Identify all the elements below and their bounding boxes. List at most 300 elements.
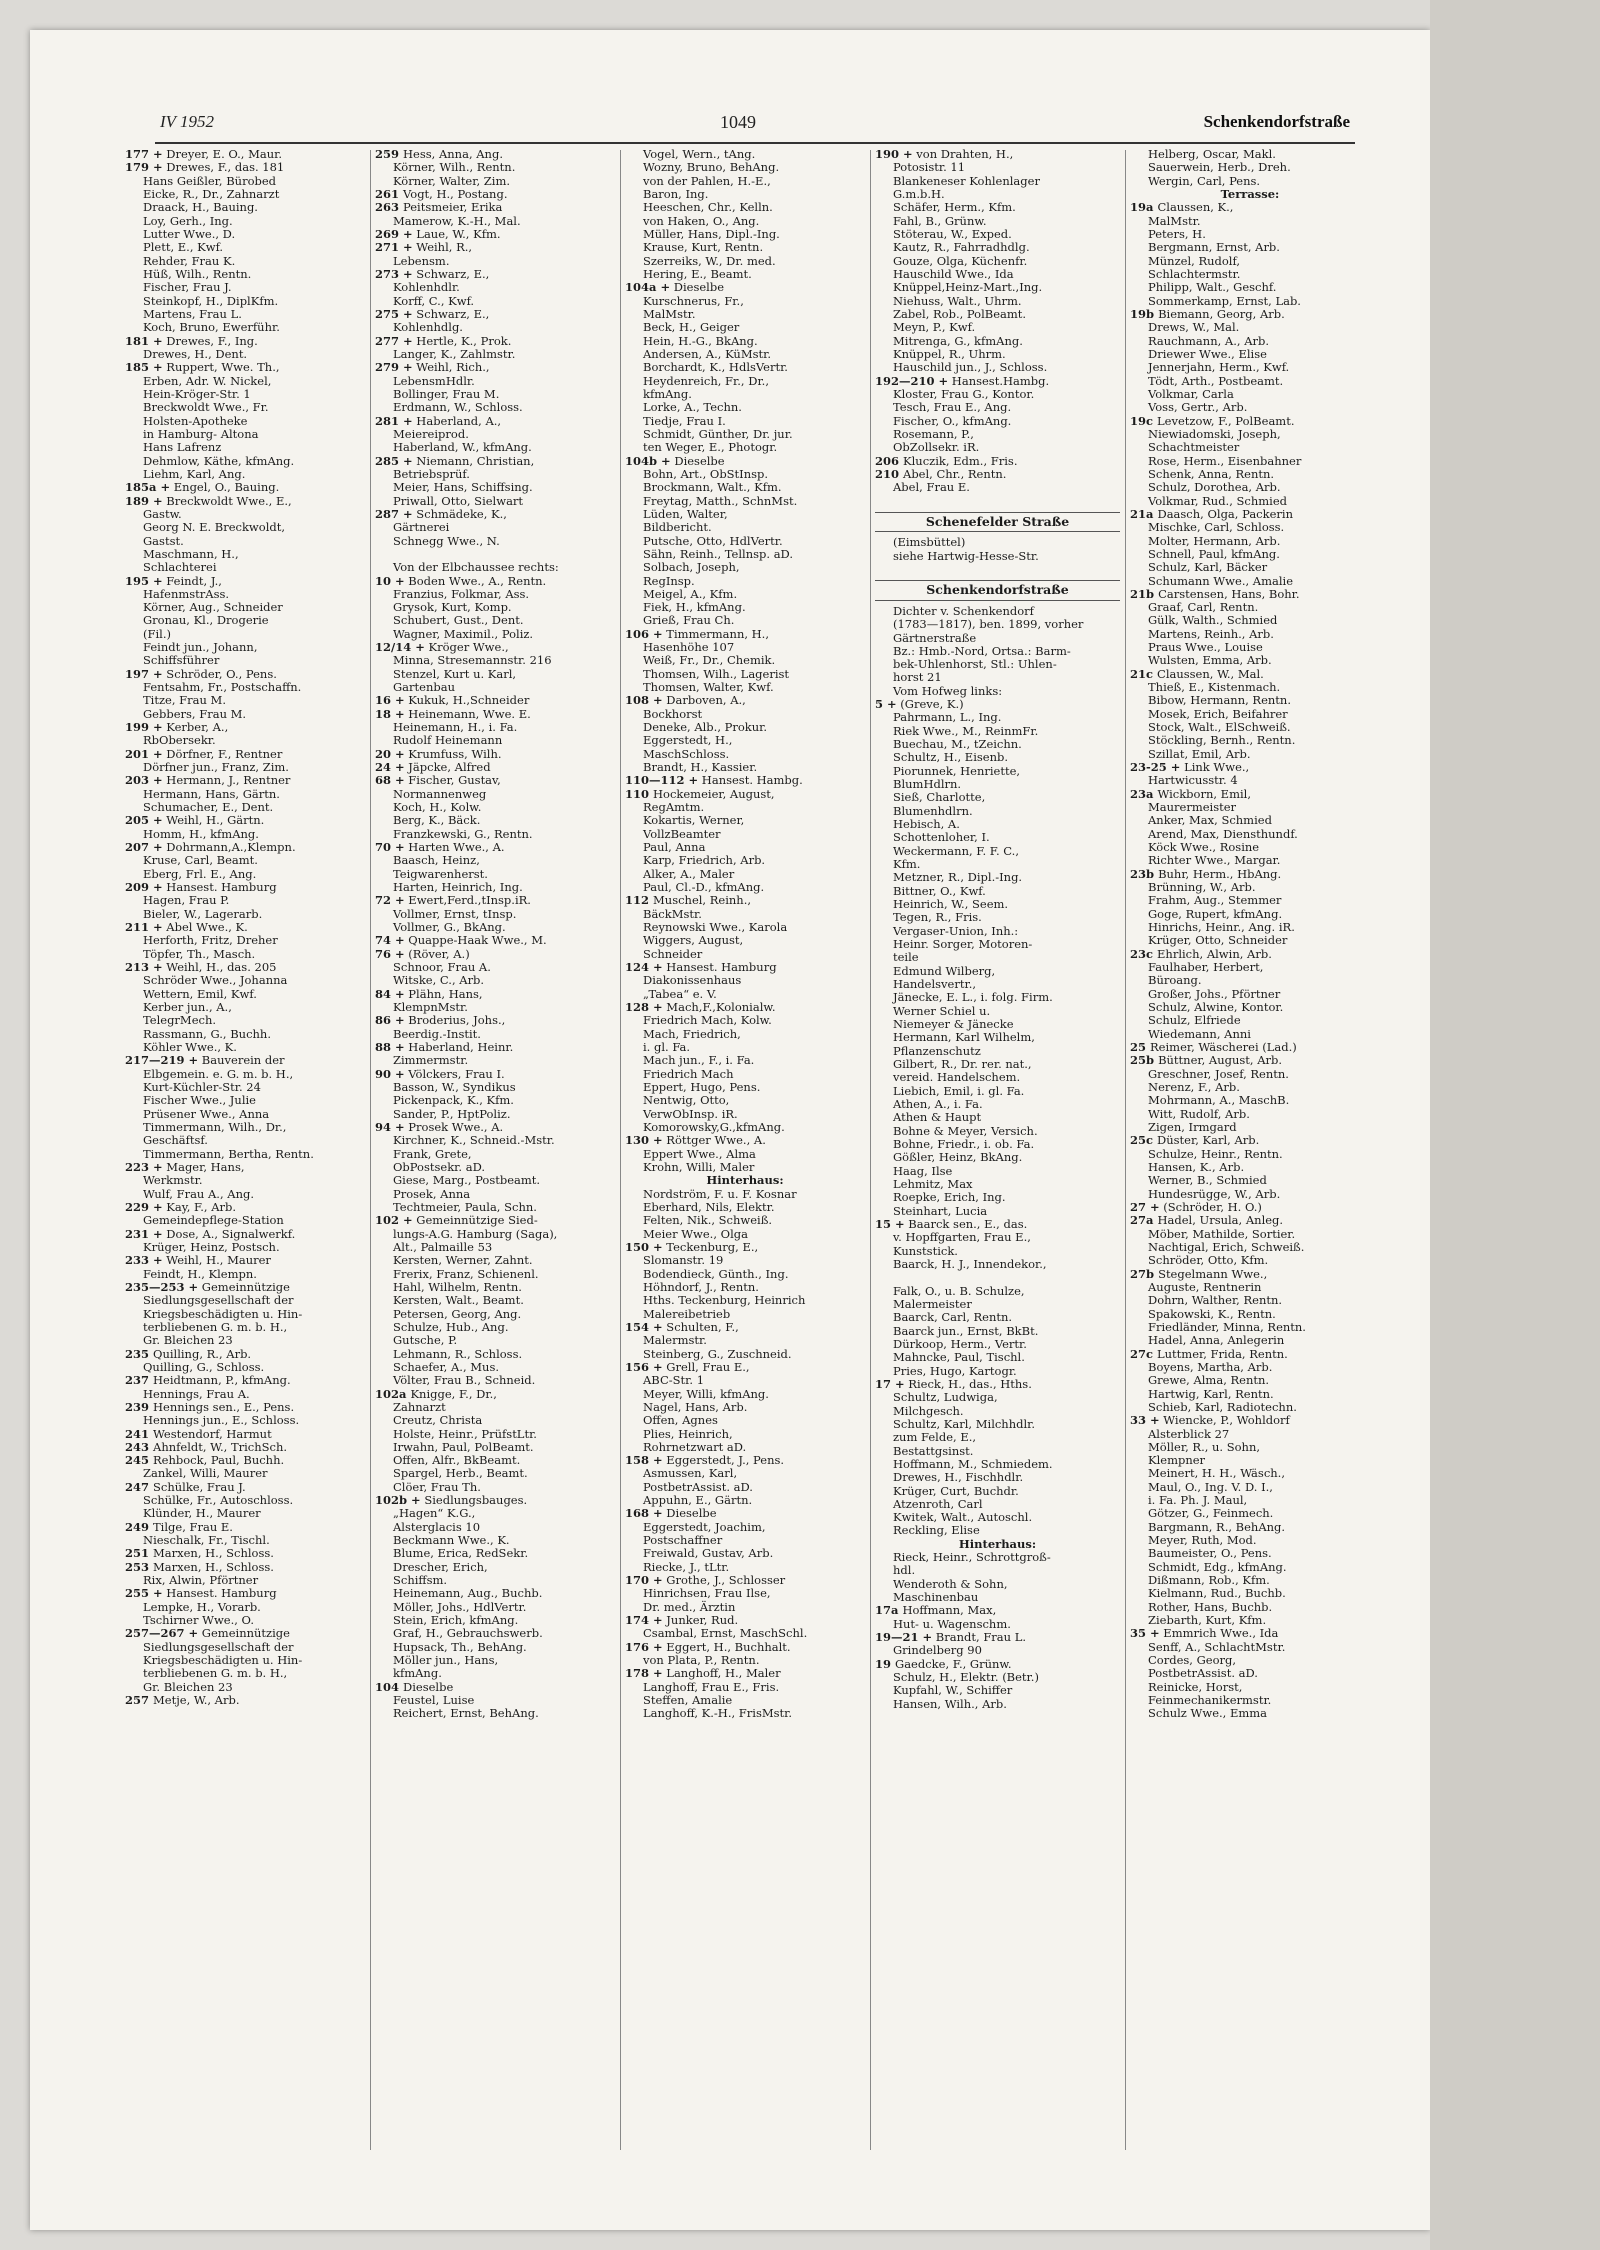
resident-entry: Kupfahl, W., Schiffer [893, 1683, 1013, 1698]
resident-entry: Steffen, Amalie [643, 1693, 733, 1708]
page-header [160, 112, 1350, 144]
resident-entry: siehe Hartwig-Hesse-Str. [893, 548, 1039, 563]
resident-entry: Mitrenga, G., kfmAng. [893, 333, 1023, 348]
resident-entry: Csambal, Ernst, MaschSchl. [643, 1626, 808, 1641]
resident-entry: Feindt jun., Johann, [143, 640, 258, 655]
resident-entry: Schenk, Anna, Rentn. [1148, 466, 1275, 481]
resident-entry: Molter, Hermann, Arb. [1148, 533, 1281, 548]
resident-entry: Lehmann, R., Schloss. [393, 1346, 523, 1361]
resident-entry: Schülke, Fr., Autoschloss. [143, 1493, 294, 1508]
house-entry: 257 Metje, W., Arb. [125, 1693, 240, 1708]
resident-entry: Zigen, Irmgard [1148, 1119, 1237, 1134]
resident-entry: Plies, Heinrich, [643, 1426, 733, 1441]
house-entry: 27 + (Schröder, H. O.) [1130, 1199, 1262, 1214]
resident-entry: hdl. [893, 1563, 916, 1578]
resident-entry: Priwall, Otto, Sielwart [393, 493, 524, 508]
resident-entry: Baron, Ing. [643, 186, 709, 201]
resident-entry: Körner, Walter, Zim. [393, 173, 511, 188]
house-entry: 279 + Weihl, Rich., [375, 360, 490, 375]
scan-margin [1430, 0, 1600, 2250]
resident-entry: Brandt, H., Kassier. [643, 760, 758, 775]
resident-entry: Rehder, Frau K. [143, 253, 236, 268]
resident-entry: Thomsen, Walter, Kwf. [643, 680, 774, 695]
resident-entry: Falk, O., u. B. Schulze, [893, 1283, 1025, 1298]
house-entry: 263 Peitsmeier, Erika [375, 200, 503, 215]
resident-entry: Mahncke, Paul, Tischl. [893, 1350, 1025, 1365]
resident-entry: Schlachtermstr. [1148, 266, 1241, 281]
resident-entry: Hebisch, A. [893, 817, 960, 832]
resident-entry: lungs-A.G. Hamburg (Saga), [393, 1226, 558, 1241]
resident-entry: Drescher, Erich, [393, 1559, 488, 1574]
resident-entry: Abel, Frau E. [893, 480, 970, 495]
resident-entry: bek-Uhlenhorst, Stl.: Uhlen- [893, 657, 1057, 672]
resident-entry: Nentwig, Otto, [643, 1093, 730, 1108]
resident-entry: Deneke, Alb., Prokur. [643, 720, 768, 735]
resident-entry: Sauerwein, Herb., Dreh. [1148, 160, 1291, 175]
resident-entry: Wulsten, Emma, Arb. [1148, 653, 1272, 668]
resident-entry: Kriegsbeschädigten u. Hin- [143, 1653, 303, 1668]
house-entry: 25b Büttner, August, Arb. [1130, 1053, 1283, 1068]
resident-entry: Schröder Wwe., Johanna [143, 973, 288, 988]
resident-entry: Rauchmann, A., Arb. [1148, 333, 1270, 348]
house-entry: 210 Abel, Chr., Rentn. [875, 466, 1007, 481]
resident-entry: Eggerstedt, Joachim, [643, 1519, 766, 1534]
resident-entry: Rohrnetzwart aD. [643, 1439, 747, 1454]
house-entry: 21a Daasch, Olga, Packerin [1130, 506, 1293, 521]
house-entry: 174 + Junker, Rud. [625, 1613, 739, 1628]
resident-entry: Wagner, Maximil., Poliz. [393, 626, 534, 641]
resident-entry: Graaf, Carl, Rentn. [1148, 600, 1259, 615]
house-entry: 72 + Ewert,Ferd.,tInsp.iR. [375, 893, 531, 908]
resident-entry: Schachtmeister [1148, 440, 1240, 455]
resident-entry: Andersen, A., KüMstr. [643, 346, 772, 361]
resident-entry: Baumeister, O., Pens. [1148, 1546, 1272, 1561]
house-entry: 15 + Baarck sen., E., das. [875, 1216, 1028, 1231]
resident-entry: Bz.: Hmb.-Nord, Ortsa.: Barm- [893, 643, 1071, 658]
resident-entry: BäckMstr. [643, 906, 702, 921]
resident-entry: Erben, Adr. W. Nickel, [143, 373, 272, 388]
resident-entry: Reckling, Elise [893, 1523, 980, 1538]
resident-entry: Stenzel, Kurt u. Karl, [393, 666, 517, 681]
resident-entry: Beerdig.-Instit. [393, 1026, 481, 1041]
resident-entry: Maul, O., Ing. V. D. I., [1148, 1479, 1273, 1494]
resident-entry: Zankel, Willi, Maurer [143, 1466, 268, 1481]
resident-entry: VerwObInsp. iR. [643, 1106, 738, 1121]
resident-entry: Gr. Bleichen 23 [143, 1333, 233, 1348]
resident-entry: Teigwarenherst. [393, 866, 488, 881]
resident-entry: Maurermeister [1148, 800, 1237, 815]
resident-entry: Hahl, Wilhelm, Rentn. [393, 1279, 522, 1294]
column-1 [125, 148, 365, 1707]
resident-entry: Tiedje, Frau I. [643, 413, 726, 428]
resident-entry: Hein, H.-G., BkAng. [643, 333, 758, 348]
house-entry: 90 + Völckers, Frau I. [375, 1066, 505, 1081]
house-entry: 213 + Weihl, H., das. 205 [125, 960, 277, 975]
resident-entry: Malermeister [893, 1296, 972, 1311]
resident-entry: Hasenhöhe 107 [643, 640, 735, 655]
house-entry: 179 + Drewes, F., das. 181 [125, 160, 285, 175]
resident-entry: PostbetrAssist. aD. [1148, 1666, 1258, 1681]
resident-entry: Herforth, Fritz, Dreher [143, 933, 278, 948]
section-label: Terrasse: [1220, 186, 1280, 201]
house-entry: 84 + Plähn, Hans, [375, 986, 483, 1001]
resident-entry: Haag, Ilse [893, 1163, 953, 1178]
resident-entry: Wozny, Bruno, BehAng. [643, 160, 780, 175]
resident-entry: Driewer Wwe., Elise [1148, 346, 1267, 361]
house-entry: 19a Claussen, K., [1130, 200, 1234, 215]
resident-entry: Schaefer, A., Mus. [393, 1359, 500, 1374]
resident-entry: Metzner, R., Dipl.-Ing. [893, 870, 1023, 885]
resident-entry: Feindt, H., Klempn. [143, 1266, 257, 1281]
resident-entry: Reinicke, Horst, [1148, 1679, 1243, 1694]
house-entry: 241 Westendorf, Harmut [125, 1426, 272, 1441]
resident-entry: Baasch, Heinz, [393, 853, 480, 868]
resident-entry: Sieß, Charlotte, [893, 790, 986, 805]
resident-entry: Mischke, Carl, Schloss. [1148, 520, 1285, 535]
resident-entry: Beck, H., Geiger [643, 320, 740, 335]
resident-entry: Nagel, Hans, Arb. [643, 1399, 748, 1414]
resident-entry: Kielmann, Rud., Buchb. [1148, 1586, 1286, 1601]
resident-entry: Langer, K., Zahlmstr. [393, 346, 516, 361]
house-entry: 108 + Darboven, A., [625, 693, 746, 708]
resident-entry: TelegrMech. [143, 1013, 217, 1028]
resident-entry: Asmussen, Karl, [643, 1466, 738, 1481]
resident-entry: Thieß, E., Kistenmach. [1148, 680, 1281, 695]
resident-entry: Prüsener Wwe., Anna [143, 1106, 270, 1121]
resident-entry: Hermann, Karl Wilhelm, [893, 1030, 1035, 1045]
resident-entry: Krüger, Heinz, Postsch. [143, 1239, 280, 1254]
resident-entry: Dehmlow, Käthe, kfmAng. [143, 453, 295, 468]
resident-entry: LebensmHdlr. [393, 373, 475, 388]
house-entry: 128 + Mach,F.,Kolonialw. [625, 1000, 776, 1014]
resident-entry: Büroang. [1148, 973, 1202, 988]
resident-entry: Betriebsprüf. [393, 466, 470, 481]
resident-entry: Holsten-Apotheke [143, 413, 248, 428]
resident-entry: Offen, Alfr., BkBeamt. [393, 1453, 521, 1468]
resident-entry: Philipp, Walt., Geschf. [1148, 280, 1277, 295]
resident-entry: Fischer, Frau J. [143, 280, 232, 295]
house-entry: 277 + Hertle, K., Prok. [375, 333, 512, 348]
resident-entry: Kautz, R., Fahrradhdlg. [893, 240, 1030, 255]
house-entry: 211 + Abel Wwe., K. [125, 920, 248, 935]
resident-entry: Eppert, Hugo, Pens. [643, 1079, 761, 1094]
resident-entry: Steinkopf, H., DiplKfm. [143, 293, 279, 308]
resident-entry: HafenmstrAss. [143, 586, 230, 601]
resident-entry: Alsterglacis 10 [393, 1519, 481, 1534]
resident-entry: Kohlenhdlr. [393, 280, 460, 295]
resident-entry: Alsterblick 27 [1148, 1426, 1230, 1441]
resident-entry: Tesch, Frau E., Ang. [893, 400, 1012, 415]
house-entry: 25c Düster, Karl, Arb. [1130, 1133, 1260, 1148]
resident-entry: Reynowski Wwe., Karola [643, 920, 788, 935]
resident-entry: Krüger, Curt, Buchdr. [893, 1483, 1019, 1498]
resident-entry: Buechau, M., tZeichn. [893, 737, 1022, 752]
resident-entry: v. Hopffgarten, Frau E., [893, 1230, 1031, 1245]
resident-entry: Tegen, R., Fris. [893, 910, 982, 925]
resident-entry: Fischer, O., kfmAng. [893, 413, 1012, 428]
resident-entry: Frahm, Aug., Stemmer [1148, 893, 1282, 908]
resident-entry: Rix, Alwin, Pförtner [143, 1573, 259, 1588]
resident-entry: Rother, Hans, Buchb. [1148, 1599, 1273, 1614]
resident-entry: Baarck, Carl, Rentn. [893, 1310, 1013, 1325]
house-entry: 170 + Grothe, J., Schlosser [625, 1573, 786, 1588]
resident-entry: Gärtnerstraße [893, 630, 977, 645]
resident-entry: Heinr. Sorger, Motoren- [893, 937, 1033, 952]
resident-entry: Voss, Gertr., Arb. [1148, 400, 1248, 415]
resident-entry: Weiß, Fr., Dr., Chemik. [643, 653, 776, 668]
resident-entry: Zahnarzt [393, 1399, 446, 1414]
resident-entry: Heydenreich, Fr., Dr., [643, 373, 769, 388]
resident-entry: Schulz Wwe., Emma [1148, 1706, 1268, 1721]
resident-entry: Hths. Teckenburg, Heinrich [643, 1293, 806, 1308]
resident-entry: Schmidt, Edg., kfmAng. [1148, 1559, 1287, 1574]
resident-entry: Milchgesch. [893, 1403, 964, 1418]
resident-entry: Klempner [1148, 1453, 1206, 1468]
resident-entry: Müller, Hans, Dipl.-Ing. [643, 226, 780, 241]
resident-entry: Stöckling, Bernh., Rentn. [1148, 733, 1296, 748]
resident-entry: Helberg, Oscar, Makl. [1148, 148, 1276, 161]
column-2 [375, 148, 615, 1721]
resident-entry: Basson, W., Syndikus [393, 1079, 516, 1094]
resident-entry: Gebbers, Frau M. [143, 706, 247, 721]
resident-entry: Giese, Marg., Postbeamt. [393, 1173, 541, 1188]
house-entry: 281 + Haberland, A., [375, 413, 502, 428]
house-entry: 19 Gaedcke, F., Grünw. [875, 1656, 1012, 1671]
resident-entry: Stock, Walt., ElSchweiß. [1148, 720, 1291, 735]
resident-entry: Geschäftsf. [143, 1133, 208, 1148]
resident-entry: Arend, Max, Diensthundf. [1148, 826, 1298, 841]
house-entry: 273 + Schwarz, E., [375, 266, 490, 281]
resident-entry: Kurschnerus, Fr., [643, 293, 744, 308]
house-entry: 206 Kluczik, Edm., Fris. [875, 453, 1018, 468]
resident-entry: Hermann, Hans, Gärtn. [143, 786, 280, 801]
resident-entry: Möller jun., Hans, [393, 1653, 499, 1668]
house-entry: 94 + Prosek Wwe., A. [375, 1119, 504, 1134]
resident-entry: Langhoff, Frau E., Fris. [643, 1679, 780, 1694]
spacer [875, 1271, 1120, 1284]
section-label: Hinterhaus: [706, 1173, 784, 1188]
resident-entry: Werner, B., Schmied [1148, 1173, 1267, 1188]
resident-entry: Beckmann Wwe., K. [393, 1533, 510, 1548]
house-entry: 235—253 + Gemeinnützige [125, 1279, 290, 1294]
resident-entry: Köck Wwe., Rosine [1148, 840, 1260, 855]
resident-entry: Schultz, Ludwiga, [893, 1390, 998, 1405]
resident-entry: Friedrich Mach [643, 1066, 734, 1081]
resident-entry: Baarck, H. J., Innendekor., [893, 1256, 1047, 1271]
resident-entry: Meyn, P., Kwf. [893, 320, 976, 335]
resident-entry: Wenderoth & Sohn, [893, 1576, 1008, 1591]
resident-entry: Senff, A., SchlachtMstr. [1148, 1639, 1286, 1654]
resident-entry: Loy, Gerh., Ing. [143, 213, 233, 228]
resident-entry: Eberhard, Nils, Elektr. [643, 1199, 775, 1214]
house-entry: 88 + Haberland, Heinr. [375, 1039, 514, 1054]
resident-entry: Pflanzenschutz [893, 1043, 981, 1058]
resident-entry: Witt, Rudolf, Arb. [1148, 1106, 1250, 1121]
resident-entry: Gastw. [143, 506, 182, 521]
resident-entry: Nordström, F. u. F. Kosnar [643, 1186, 797, 1201]
house-entry: 235 Quilling, R., Arb. [125, 1346, 252, 1361]
resident-entry: Zimmermstr. [393, 1053, 469, 1068]
resident-entry: Kwitek, Walt., Autoschl. [893, 1510, 1033, 1525]
house-entry: 18 + Heinemann, Wwe. E. [375, 706, 531, 721]
resident-entry: kfmAng. [393, 1666, 442, 1681]
resident-entry: Kersten, Walt., Beamt. [393, 1293, 524, 1308]
section-label: Hinterhaus: [958, 1536, 1037, 1551]
resident-entry: Schultz, Karl, Milchhdlr. [893, 1416, 1036, 1431]
resident-entry: Drewes, H., Dent. [143, 346, 248, 361]
house-entry: 23b Buhr, Herm., HbAng. [1130, 866, 1282, 881]
resident-entry: Kirchner, K., Schneid.-Mstr. [393, 1133, 555, 1148]
resident-entry: Vogel, Wern., tAng. [643, 148, 756, 161]
house-entry: 104a + Dieselbe [625, 280, 725, 295]
resident-entry: Bohne, Friedr., i. ob. Fa. [893, 1136, 1035, 1151]
resident-entry: Hinrichs, Heinr., Ang. iR. [1148, 920, 1295, 935]
resident-entry: Von der Elbchaussee rechts: [393, 560, 559, 575]
resident-entry: Lebensm. [393, 253, 450, 268]
resident-entry: Heinrich, W., Seem. [893, 897, 1009, 912]
resident-entry: Volkmar, Rud., Schmied [1148, 493, 1287, 508]
resident-entry: MaschSchloss. [643, 746, 730, 761]
resident-entry: terbliebenen G. m. b. H., [143, 1666, 288, 1681]
resident-entry: Niewiadomski, Joseph, [1148, 426, 1281, 441]
resident-entry: Kersten, Werner, Zahnt. [393, 1253, 533, 1268]
resident-entry: Klünder, H., Maurer [143, 1506, 261, 1521]
house-entry: 74 + Quappe-Haak Wwe., M. [375, 933, 547, 948]
resident-entry: Hartwig, Karl, Rentn. [1148, 1386, 1274, 1401]
house-entry: 33 + Wiencke, P., Wohldorf [1130, 1413, 1290, 1428]
resident-entry: Schultz, H., Eisenb. [893, 750, 1008, 765]
resident-entry: „Hagen“ K.G., [393, 1506, 476, 1521]
house-entry: 27b Stegelmann Wwe., [1130, 1266, 1268, 1281]
house-entry: 269 + Laue, W., Kfm. [375, 226, 501, 241]
resident-entry: Schulz, Karl, Bäcker [1148, 560, 1268, 575]
resident-entry: Schnegg Wwe., N. [393, 533, 500, 548]
resident-entry: Meinert, H. H., Wäsch., [1148, 1466, 1285, 1481]
house-entry: 70 + Harten Wwe., A. [375, 840, 505, 855]
resident-entry: Siedlungsgesellschaft der [143, 1293, 294, 1308]
resident-entry: Krohn, Willi, Maler [643, 1159, 755, 1174]
house-entry: 249 Tilge, Frau E. [125, 1519, 233, 1534]
resident-entry: Mosek, Erich, Beifahrer [1148, 706, 1288, 721]
house-entry: 275 + Schwarz, E., [375, 306, 490, 321]
resident-entry: Hartwicusstr. 4 [1148, 773, 1238, 788]
resident-entry: Bibow, Hermann, Rentn. [1148, 693, 1291, 708]
resident-entry: Hoffmann, M., Schmiedem. [893, 1456, 1053, 1471]
resident-entry: Dörfner jun., Franz, Zim. [143, 760, 289, 775]
resident-entry: Richter Wwe., Margar. [1148, 853, 1281, 868]
resident-entry: Mohrmann, A., MaschB. [1148, 1093, 1290, 1108]
resident-entry: Hadel, Anna, Anlegerin [1148, 1333, 1285, 1348]
column-4 [875, 148, 1120, 1711]
resident-entry: Schieb, Karl, Radiotechn. [1148, 1399, 1297, 1414]
resident-entry: Paul, Anna [643, 840, 706, 855]
resident-entry: Fentsahm, Fr., Postschaffn. [143, 680, 302, 695]
street-title: Schenkendorfstraße [875, 580, 1120, 601]
resident-entry: Schulz, Alwine, Kontor. [1148, 1000, 1284, 1014]
resident-entry: Faulhaber, Herbert, [1148, 960, 1264, 975]
resident-entry: Edmund Wilberg, [893, 963, 996, 978]
resident-entry: Möber, Mathilde, Sortier. [1148, 1226, 1296, 1241]
resident-entry: Grewe, Alma, Rentn. [1148, 1373, 1270, 1388]
resident-entry: Gastst. [143, 533, 184, 548]
resident-entry: Szerreiks, W., Dr. med. [643, 253, 776, 268]
resident-entry: Malermstr. [643, 1333, 707, 1348]
house-entry: 102a Knigge, F., Dr., [375, 1386, 497, 1401]
resident-entry: Dürkoop, Herm., Vertr. [893, 1336, 1027, 1351]
resident-entry: Heinemann, H., i. Fa. [393, 720, 518, 735]
house-entry: 23c Ehrlich, Alwin, Arb. [1130, 946, 1272, 961]
house-entry: 203 + Hermann, J., Rentner [125, 773, 291, 788]
resident-entry: Brünning, W., Arb. [1148, 880, 1256, 895]
resident-entry: Kfm. [893, 857, 921, 872]
street-heading: Schenkendorfstraße [1203, 112, 1350, 131]
resident-entry: Wettern, Emil, Kwf. [143, 986, 257, 1001]
resident-entry: Titze, Frau M. [143, 693, 226, 708]
resident-entry: Gutsche, P. [393, 1333, 458, 1348]
resident-entry: Peters, H. [1148, 226, 1206, 241]
resident-entry: Jänecke, E. L., i. folg. Firm. [893, 990, 1053, 1005]
resident-entry: Völter, Frau B., Schneid. [393, 1373, 536, 1388]
house-entry: 255 + Hansest. Hamburg [125, 1586, 277, 1601]
resident-entry: Meyer, Willi, kfmAng. [643, 1386, 769, 1401]
resident-entry: Alt., Palmaille 53 [393, 1239, 493, 1254]
resident-entry: „Tabea“ e. V. [643, 986, 717, 1001]
resident-entry: Gouze, Olga, Küchenfr. [893, 253, 1028, 268]
resident-entry: Schnell, Paul, kfmAng. [1148, 546, 1280, 561]
resident-entry: Wiedemann, Anni [1148, 1026, 1251, 1041]
resident-entry: Schneider [643, 946, 703, 961]
column-divider [1125, 150, 1126, 2150]
page-number: 1049 [720, 112, 756, 132]
resident-entry: Eicke, R., Dr., Zahnarzt [143, 186, 280, 201]
resident-entry: RbObersekr. [143, 733, 216, 748]
resident-entry: Koch, H., Kolw. [393, 800, 482, 815]
volume-year: IV 1952 [160, 112, 214, 131]
resident-entry: Eberg, Frl. E., Ang. [143, 866, 257, 881]
resident-entry: Sander, P., HptPoliz. [393, 1106, 511, 1121]
resident-entry: Gemeindepflege-Station [143, 1213, 284, 1228]
column-5 [1130, 148, 1370, 1721]
resident-entry: Lorke, A., Techn. [643, 400, 742, 415]
resident-entry: Riek Wwe., M., ReinmFr. [893, 723, 1039, 738]
resident-entry: Homm, H., kfmAng. [143, 826, 259, 841]
resident-entry: horst 21 [893, 670, 942, 685]
resident-entry: Friedländer, Minna, Rentn. [1148, 1319, 1306, 1334]
resident-entry: Blumenhdlrn. [893, 803, 973, 818]
resident-entry: Bieler, W., Lagerarb. [143, 906, 263, 921]
resident-entry: RegInsp. [643, 573, 695, 588]
resident-entry: Bockhorst [643, 706, 703, 721]
house-entry: 181 + Drewes, F., Ing. [125, 333, 258, 348]
resident-entry: Vergaser-Union, Inh.: [893, 923, 1019, 938]
resident-entry: Quilling, G., Schloss. [143, 1359, 265, 1374]
resident-entry: Rassmann, G., Buchh. [143, 1026, 271, 1041]
resident-entry: Borchardt, K., HdlsVertr. [643, 360, 788, 375]
resident-entry: Drewes, H., Fischhdlr. [893, 1470, 1024, 1485]
resident-entry: Krause, Kurt, Rentn. [643, 240, 764, 255]
resident-entry: Körner, Aug., Schneider [143, 600, 283, 615]
resident-entry: Athen, A., i. Fa. [893, 1096, 983, 1111]
resident-entry: Hut- u. Wagenschm. [893, 1616, 1011, 1631]
house-entry: 112 Muschel, Reinh., [625, 893, 752, 908]
resident-entry: i. Fa. Ph. J. Maul, [1148, 1493, 1248, 1508]
resident-entry: Gr. Bleichen 23 [143, 1679, 233, 1694]
house-entry: 259 Hess, Anna, Ang. [375, 148, 503, 161]
resident-entry: ABC-Str. 1 [643, 1373, 705, 1388]
house-entry: 23a Wickborn, Emil, [1130, 786, 1251, 801]
house-entry: 27c Luttmer, Frida, Rentn. [1130, 1346, 1288, 1361]
resident-entry: Timmermann, Bertha, Rentn. [143, 1146, 314, 1161]
